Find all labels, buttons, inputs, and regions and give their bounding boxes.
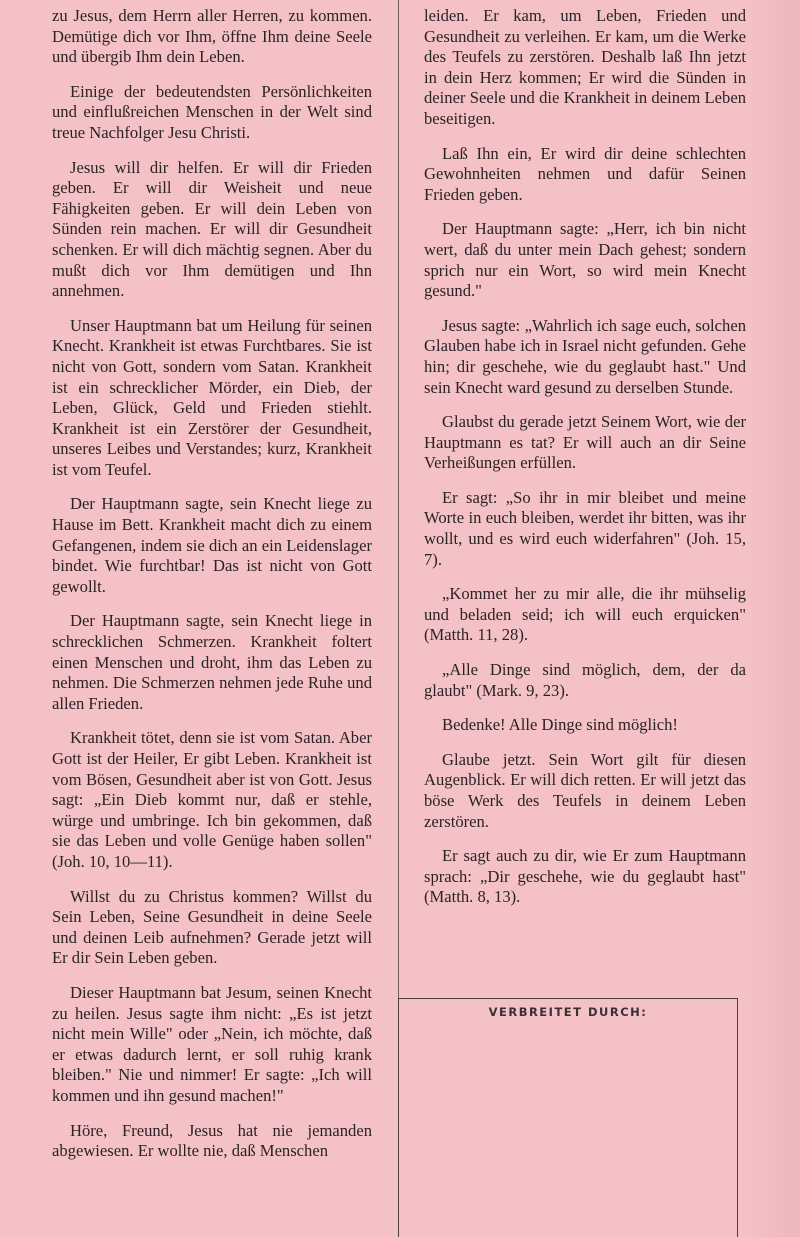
- paragraph: Er sagt auch zu dir, wie Er zum Hauptmann sprach: „Dir geschehe, wie du geglaubt hast" (Matth. 8, 13).: [424, 846, 746, 907]
- paragraph: „Kommet her zu mir alle, die ihr mühselig und beladen seid; ich will euch erquicken" (Matth. 11, 28).: [424, 584, 746, 645]
- distribution-box-title: VERBREITET DURCH:: [488, 1005, 648, 1019]
- paragraph: Höre, Freund, Jesus hat nie jemanden abgewiesen. Er wollte nie, daß Menschen: [52, 1120, 372, 1161]
- paragraph: Er sagt: „So ihr in mir bleibet und meine Worte in euch bleiben, werdet ihr bitten, was ihr wollt, und es wird euch widerfahren" (Joh. 15, 7).: [424, 487, 746, 569]
- distribution-box: [398, 998, 738, 1237]
- paragraph: Dieser Hauptmann bat Jesum, seinen Knecht zu heilen. Jesus sagte ihm nicht: „Es ist jetzt nicht mein Wille" oder „Nein, ich möchte, daß er etwas dadurch lernt, er soll ruhig krank bleiben." Nie und nimmer! Er sagte: „Ich will kommen und ihn gesund machen!": [52, 982, 372, 1105]
- paragraph: Willst du zu Christus kommen? Willst du Sein Leben, Seine Gesundheit in deine Seele und deinen Leib aufnehmen? Gerade jetzt will Er dir Sein Leben geben.: [52, 886, 372, 968]
- paragraph: Jesus will dir helfen. Er will dir Frieden geben. Er will dir Weisheit und neue Fähigkeiten geben. Er will dein Leben von Sünden rein machen. Er will dir Gesundheit schenken. Er will dich mächtig segnen. Aber du mußt dich vor Ihm demütigen und Ihn annehmen.: [52, 157, 372, 301]
- paragraph: Glaubst du gerade jetzt Seinem Wort, wie der Hauptmann es tat? Er will auch an dir Seine Verheißungen erfüllen.: [424, 412, 746, 473]
- page-edge-shading: [746, 0, 800, 1237]
- paragraph: Glaube jetzt. Sein Wort gilt für diesen Augenblick. Er will dich retten. Er will jetzt das böse Werk des Teufels in deinem Leben zerstören.: [424, 749, 746, 831]
- right-column: [424, 6, 746, 922]
- paragraph: Jesus sagte: „Wahrlich ich sage euch, solchen Glauben habe ich in Israel nicht gefunden. Gehe hin; dir geschehe, wie du geglaubt hast." Und sein Knecht ward gesund zu derselben Stunde.: [424, 315, 746, 397]
- paragraph: Einige der bedeutendsten Persönlichkeiten und einflußreichen Menschen in der Welt sind treue Nachfolger Jesu Christi.: [52, 81, 372, 142]
- column-divider: [398, 0, 399, 1000]
- paragraph: Unser Hauptmann bat um Heilung für seinen Knecht. Krankheit ist etwas Furchtbares. Sie ist nicht von Gott, sondern vom Satan. Krankheit ist ein schrecklicher Mörder, ein Dieb, der Leben, Glück, Geld und Frieden stiehlt. Krankheit ist ein Zerstörer der Gesundheit, unseres Leibes und Verstandes; kurz, Krankheit ist vom Teufel.: [52, 315, 372, 479]
- paragraph: Der Hauptmann sagte, sein Knecht liege zu Hause im Bett. Krankheit macht dich zu einem Gefangenen, indem sie dich an ein Leidenslager bindet. Wie furchtbar! Das ist nicht von Gott gewollt.: [52, 494, 372, 596]
- paragraph: Bedenke! Alle Dinge sind möglich!: [442, 715, 678, 735]
- left-column: [52, 6, 372, 1176]
- paragraph: Der Hauptmann sagte: „Herr, ich bin nicht wert, daß du unter mein Dach gehest; sondern sprich nur ein Wort, so wird mein Knecht gesund.": [424, 219, 746, 301]
- paragraph: Der Hauptmann sagte, sein Knecht liege in schrecklichen Schmerzen. Krankheit foltert einen Menschen und droht, ihm das Leben zu nehmen. Die Schmerzen nehmen jede Ruhe und allen Frieden.: [52, 611, 372, 713]
- paragraph: leiden. Er kam, um Leben, Frieden und Gesundheit zu verleihen. Er kam, um die Werke des Teufels zu zerstören. Deshalb laß Ihn jetzt in dein Herz kommen; Er wird die Sünden in deiner Seele und die Krankheit in deinem Leben beseitigen.: [424, 6, 746, 128]
- paragraph: Krankheit tötet, denn sie ist vom Satan. Aber Gott ist der Heiler, Er gibt Leben. Krankheit ist vom Bösen, Gesundheit aber ist von Gott. Jesus sagt: „Ein Dieb kommt nur, daß er stehle, würge und umbringe. Ich bin gekommen, daß sie das Leben und volle Genüge haben sollen" (Joh. 10, 10—11).: [52, 728, 372, 871]
- paragraph: zu Jesus, dem Herrn aller Herren, zu kommen. Demütige dich vor Ihm, öffne Ihm deine Seele und übergib Ihm dein Leben.: [52, 6, 372, 67]
- paragraph: „Alle Dinge sind möglich, dem, der da glaubt" (Mark. 9, 23).: [424, 660, 746, 700]
- paragraph: Laß Ihn ein, Er wird dir deine schlechten Gewohnheiten nehmen und dafür Seinen Frieden geben.: [424, 143, 746, 204]
